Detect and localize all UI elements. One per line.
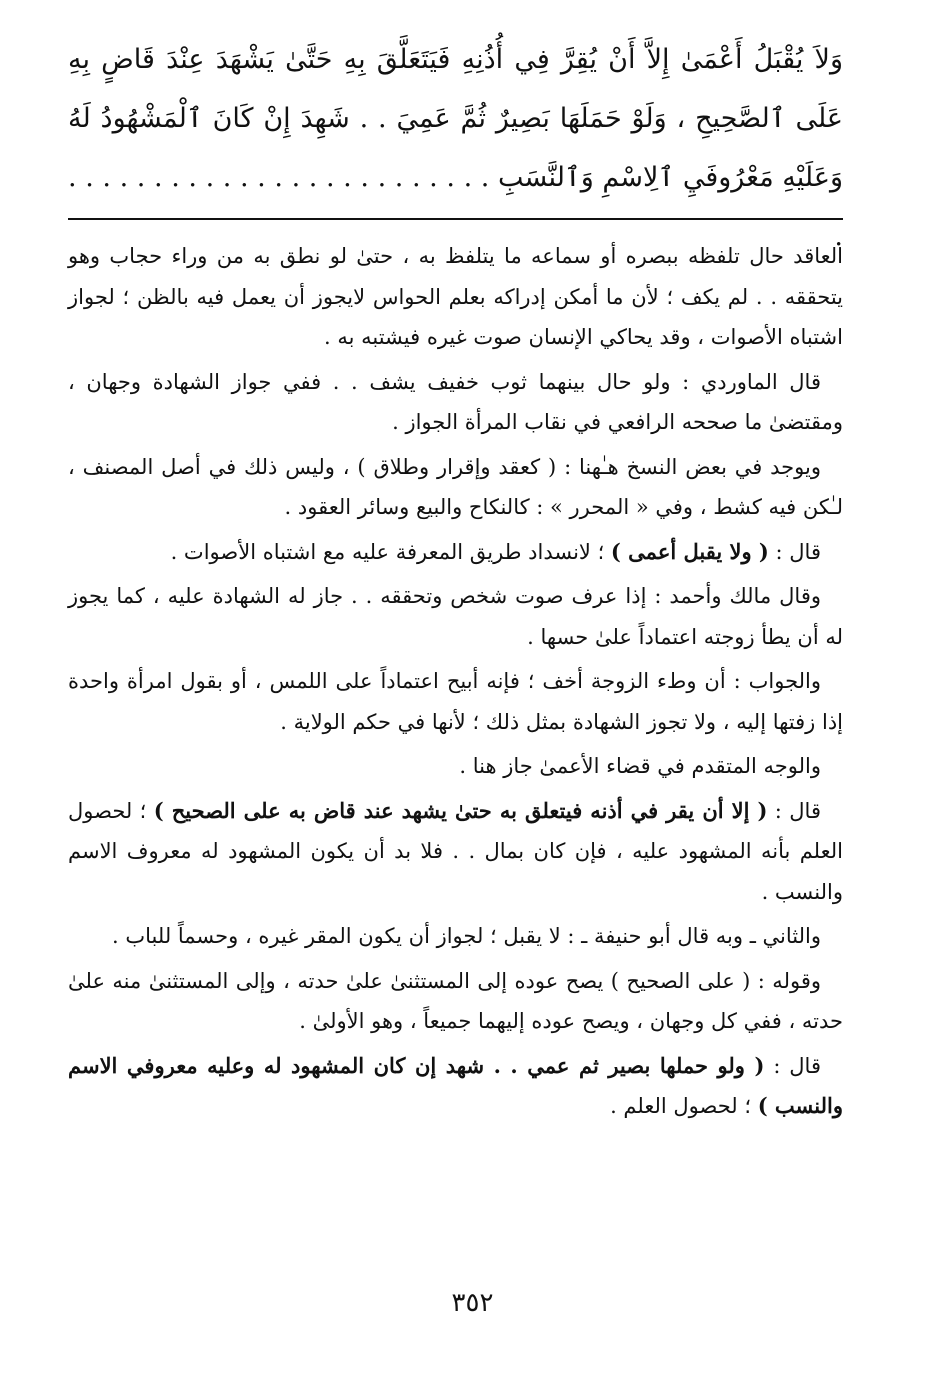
matn-text-block [68,30,843,266]
quoted-matn: ( ولا يقبل أعمى ) [610,538,769,564]
commentary-paragraph [68,916,843,957]
commentary-paragraph [68,362,843,443]
commentary-text: وقال مالك وأحمد : إذا عرف صوت شخص وتحققه . . جاز له الشهادة عليه ، كما يجوز له أن يطأ زوجته اعتماداً علىٰ حسها . [68,584,843,649]
commentary-paragraph [68,236,843,358]
commentary-text: قال : [767,798,821,823]
commentary-text: العاقد حال تلفظه ببصره أو سماعه ما يتلفظ به ، حتىٰ لو نطق به من وراء حجاب وهو يتحققه . . لم يكف ؛ لأن ما أمكن إدراكه بعلم الحواس لايجوز أن يعمل فيه بالظن ؛ لجواز اشتباه الأصوات ، وقد يحاكي الإنسان صوت غيره فيشتبه به . [68,244,843,349]
commentary-text: وقوله : ( على الصحيح ) يصح عوده إلى المستثنىٰ علىٰ حدته ، وإلى المستثنىٰ منه علىٰ حدته ، ففي كل وجهان ، ويصح عوده إليهما جميعاً ، وهو الأولىٰ . [68,968,843,1033]
commentary-text: ؛ لحصول العلم . [610,1094,758,1118]
commentary-paragraph [68,1046,843,1127]
matn-paragraph [68,30,843,266]
commentary-paragraph [68,447,843,528]
commentary-paragraph [68,661,843,742]
commentary-text: ؛ لحصول العلم بأنه المشهود عليه ، فإن كان بمال . . فلا بد أن يكون المشهود له معروف الاسم والنسب . [68,798,843,904]
commentary-paragraph [68,961,843,1042]
commentary-text: ويوجد في بعض النسخ هـٰهنا : ( كعقد وإقرار وطلاق ) ، وليس ذلك في أصل المصنف ، لـٰكن فيه كشط ، وفي « المحرر » : كالنكاح والبيع وسائر العقود . [68,454,843,519]
separator-rule [68,218,843,220]
matn-text: وَلاَ يُقْبَلُ أَعْمَىٰ إِلاَّ أَنْ يُقِرَّ فِي أُذُنِهِ فَيَتَعَلَّقَ بِهِ حَتَّىٰ يَشْهَدَ عِنْدَ قَاضٍ بِهِ عَلَى ٱلصَّحِيحِ ، وَلَوْ حَمَلَهَا بَصِيرٌ ثُمَّ عَمِيَ . . شَهِدَ إِنْ كَانَ ٱلْمَشْهُودُ لَهُ وَعَلَيْهِ مَعْرُوفَيِ ٱلِاسْمِ وَٱلنَّسَبِ . . . . . . . . . . . . . . . . . . . . . . . . . . [68,44,843,252]
commentary-text: ؛ لانسداد طريق المعرفة عليه مع اشتباه الأصوات . [170,539,611,564]
page-number: ٣٥٢ [451,1288,494,1318]
commentary-paragraph [68,576,843,657]
commentary-paragraph [68,791,843,913]
commentary-text: والجواب : أن وطء الزوجة أخف ؛ فإنه أبيح اعتماداً على اللمس ، أو بقول امرأة واحدة إذا زفتها إليه ، ولا تجوز الشهادة بمثل ذلك ؛ لأنها في حكم الولاية . [68,669,843,734]
commentary-text: قال الماوردي : ولو حال بينهما ثوب خفيف يشف . . ففي جواز الشهادة وجهان ، ومقتضىٰ ما صححه الرافعي في نقاب المرأة الجواز . [68,369,843,434]
commentary-text: والوجه المتقدم في قضاء الأعمىٰ جاز هنا . [459,754,821,778]
commentary-text: قال : [764,1053,821,1078]
commentary-text: والثاني ـ وبه قال أبو حنيفة ـ : لا يقبل ؛ لجواز أن يكون المقر غيره ، وحسماً للباب . [112,924,821,948]
commentary-text: قال : [768,539,821,564]
quoted-matn: ( ولو حملها بصير ثم عمي . . شهد إن كان المشهود له وعليه معروفي الاسم والنسب ) [68,1052,843,1118]
commentary-paragraph [68,746,843,787]
quoted-matn: ( إلا أن يقر في أذنه فيتعلق به حتىٰ يشهد عند قاض به على الصحيح ) [153,797,768,823]
commentary-paragraph [68,532,843,573]
commentary-block [68,236,843,1131]
